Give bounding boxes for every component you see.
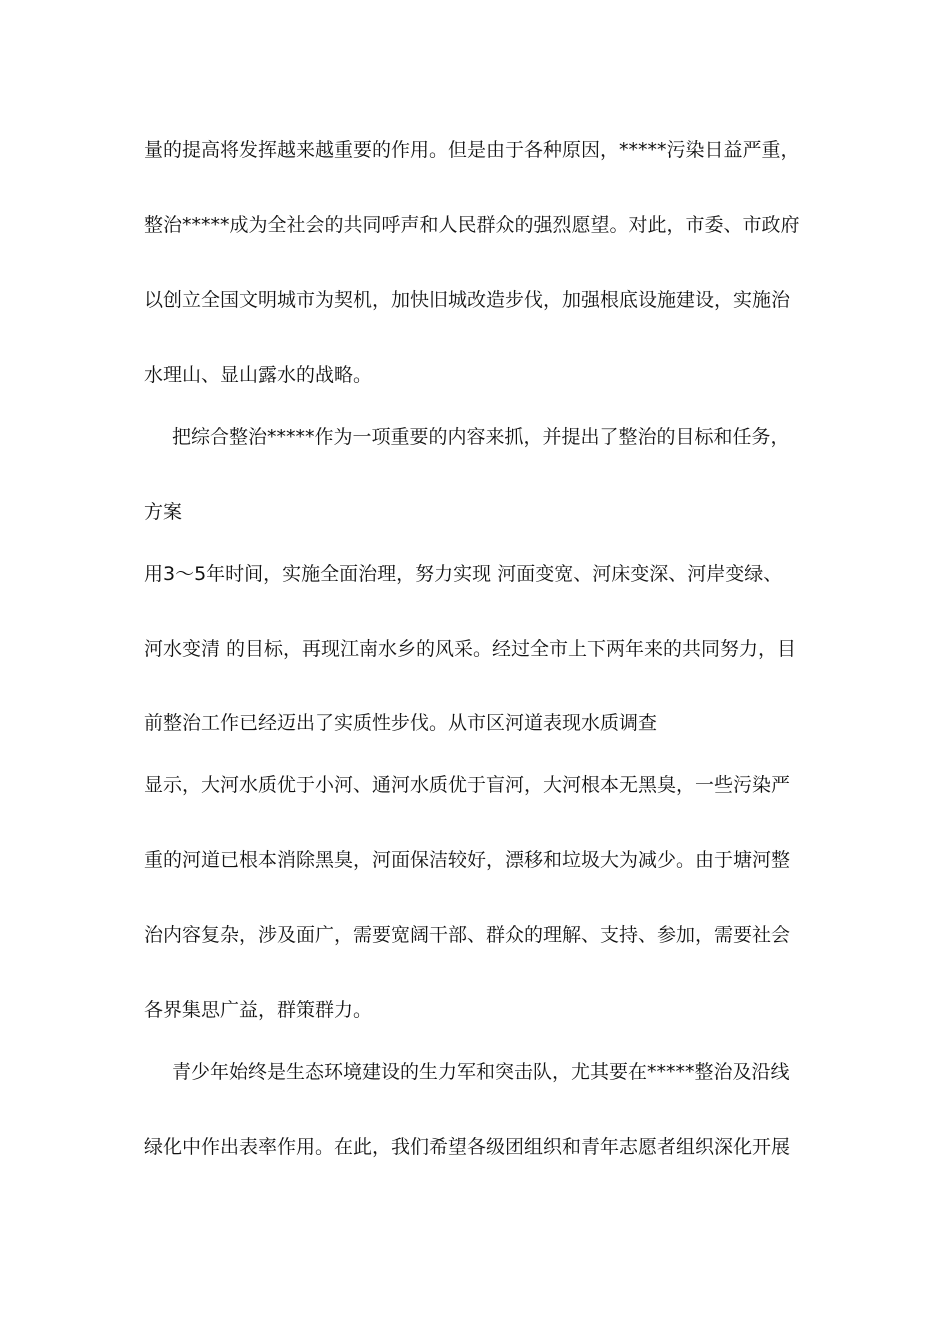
paragraph-line: 量的提高将发挥越来越重要的作用。但是由于各种原因，*****污染日益严重， xyxy=(144,139,800,161)
paragraph-line: 显示，大河水质优于小河、通河水质优于盲河，大河根本无黑臭，一些污染严 xyxy=(144,774,791,796)
paragraph-line: 整治*****成为全社会的共同呼声和人民群众的强烈愿望。对此，市委、市政府 xyxy=(144,214,800,236)
paragraph-line: 重的河道已根本消除黑臭，河面保洁较好，漂移和垃圾大为减少。由于塘河整 xyxy=(144,849,791,871)
paragraph-line: 治内容复杂，涉及面广，需要宽阔干部、群众的理解、支持、参加，需要社会 xyxy=(144,924,791,946)
paragraph-line: 以创立全国文明城市为契机，加快旧城改造步伐，加强根底设施建设，实施治 xyxy=(144,289,791,311)
paragraph-line: 各界集思广益，群策群力。 xyxy=(144,999,373,1021)
paragraph-line: 水理山、显山露水的战略。 xyxy=(144,364,373,386)
paragraph-line: 青少年始终是生态环境建设的生力军和突击队，尤其要在*****整治及沿线 xyxy=(172,1061,790,1083)
paragraph-line: 河水变清 的目标，再现江南水乡的风采。经过全市上下两年来的共同努力，目 xyxy=(144,638,797,660)
paragraph-line: 前整治工作已经迈出了实质性步伐。从市区河道表现水质调查 xyxy=(144,712,658,734)
paragraph-line: 用3～5年时间，实施全面治理，努力实现 河面变宽、河床变深、河岸变绿、 xyxy=(144,563,783,585)
paragraph-line: 把综合整治*****作为一项重要的内容来抓，并提出了整治的目标和任务， xyxy=(172,426,790,448)
paragraph-line: 方案 xyxy=(144,501,183,523)
paragraph-line: 绿化中作出表率作用。在此，我们希望各级团组织和青年志愿者组织深化开展 xyxy=(144,1136,791,1158)
